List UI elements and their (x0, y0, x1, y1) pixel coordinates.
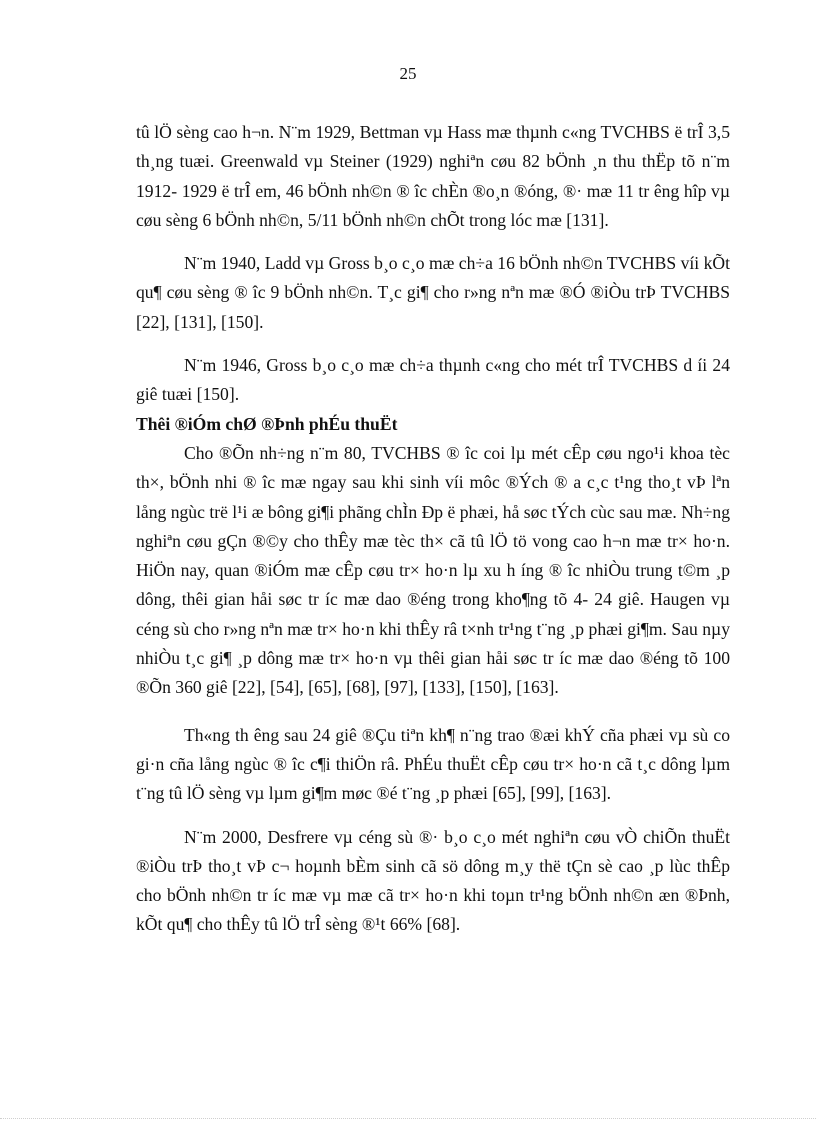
paragraph-desfrere-2000: N¨m 2000, Desfrere vµ céng sù ®· b¸o c¸o mét nghiªn cøu vÒ chiÕn thuËt ®iÒu trÞ tho¸t vÞ c¬ hoµnh bÈm sinh cã sö dông m¸y thë tÇn sè cao ¸p lùc thÊp cho bÖnh nh©n tr íc mæ vµ mæ cã tr× ho·n khi toµn tr¹ng bÖnh nh©n æn ®Þnh, kÕt qu¶ cho thÊy tû lÖ trÎ sèng ®¹t 66% [68]. (136, 826, 730, 935)
paragraph-delayed-surgery: Th«ng th êng sau 24 giê ®Çu tiªn kh¶ n¨ng trao ®æi khÝ cña phæi vµ sù co gi·n cña lång ngùc ® îc c¶i thiÖn râ. PhÉu thuËt cÊp cøu tr× ho·n cã t¸c dông lµm t¨ng tû lÖ sèng vµ lµm gi¶m møc ®é t¨ng ¸p phæi [65], [99], [163]. (136, 724, 730, 804)
page-number: 25 (399, 64, 417, 83)
paragraph-gross-1946: N¨m 1946, Gross b¸o c¸o mæ ch÷a thµnh c«ng cho mét trÎ TVCHBS d íi 24 giê tuæi [150]. (136, 355, 730, 405)
section-heading: Thêi ®iÓm chØ ®Þnh phÉu thuËt (136, 413, 398, 434)
paragraph-surgery-timing: Cho ®Õn nh÷ng n¨m 80, TVCHBS ® îc coi lµ mét cÊp cøu ngo¹i khoa tèc th×, bÖnh nhi ® îc mæ ngay sau khi sinh víi môc ®Ých ® a c¸c t¹ng tho¸t vÞ lªn lång ngùc trë l¹i æ bông gi¶i phãng chÌn Ðp ë phæi, hå søc tÝch cùc sau mæ. Nh÷ng nghiªn cøu gÇn ®©y cho thÊy mæ tèc th× cã tû lÖ tö vong cao h¬n mæ tr× ho·n. HiÖn nay, quan ®iÓm mæ cÊp cøu tr× ho·n lµ xu h íng ® îc nhiÒu trung t©m ¸p dông, thêi gian håi søc tr íc mæ dao ®éng trong kho¶ng tõ 4- 24 giê. Haugen vµ céng sù cho r»ng nªn mæ tr× ho·n khi thÊy râ t×nh tr¹ng t¨ng ¸p phæi gi¶m. Sau nµy nhiÒu t¸c gi¶ ¸p dông mæ tr× ho·n vµ thêi gian håi søc tr íc mæ dao ®éng tõ 100 ®Õn 360 giê [22], [54], [65], [68], [97], [133], [150], [163]. (136, 442, 730, 698)
page-bottom-divider (0, 1118, 816, 1119)
document-body (136, 118, 730, 954)
paragraph-history-1929: tû lÖ sèng cao h¬n. N¨m 1929, Bettman vµ Hass mæ thµnh c«ng TVCHBS ë trÎ 3,5 th¸ng tuæi. Greenwald vµ Steiner (1929) nghiªn cøu 82 bÖnh ¸n thu thËp tõ n¨m 1912- 1929 ë trÎ em, 46 bÖnh nh©n ® îc chÈn ®o¸n ®óng, ®· mæ 11 tr êng hîp vµ cøu sèng 6 bÖnh nh©n, 5/11 bÖnh nh©n chÕt trong lóc mæ [131]. (136, 122, 730, 230)
paragraph-ladd-gross-1940: N¨m 1940, Ladd vµ Gross b¸o c¸o mæ ch÷a 16 bÖnh nh©n TVCHBS víi kÕt qu¶ cøu sèng ® îc 9 bÖnh nh©n. T¸c gi¶ cho r»ng nªn mæ ®Ó ®iÒu trÞ TVCHBS [22], [131], [150]. (136, 253, 730, 332)
